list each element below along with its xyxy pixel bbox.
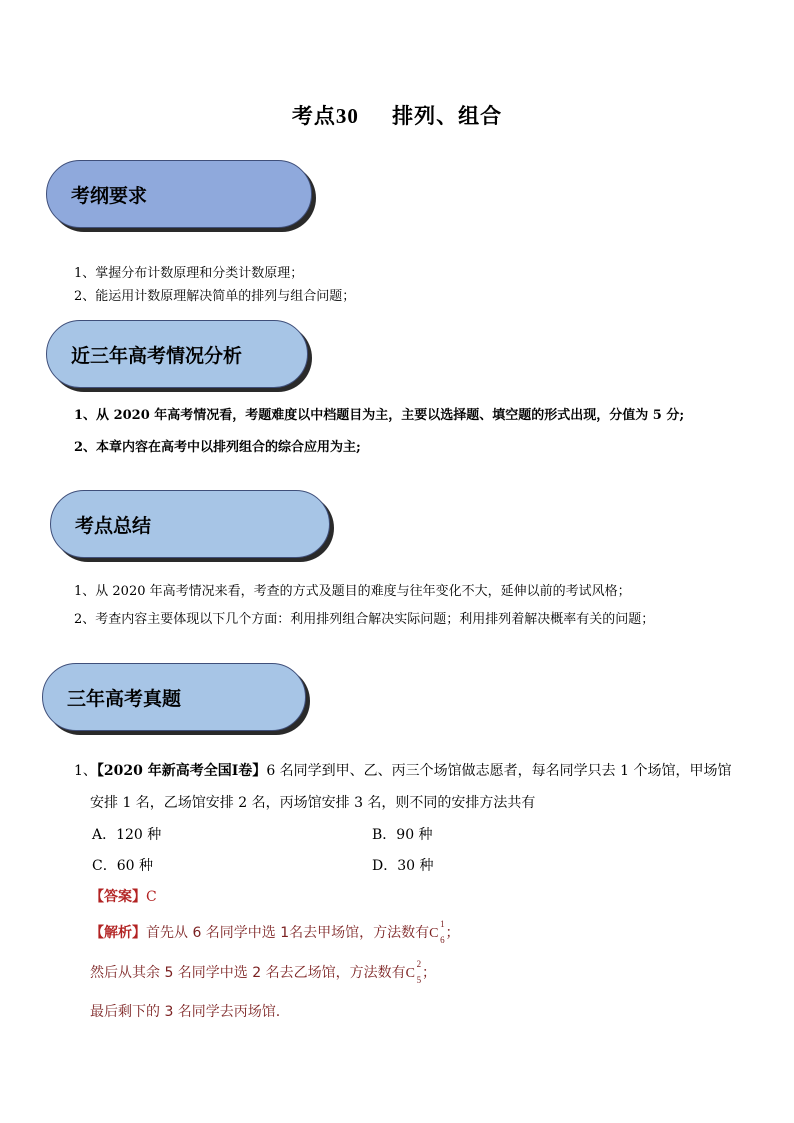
title-prefix: 考点 — [291, 103, 336, 128]
section-header-requirements — [46, 160, 312, 228]
title-topic: 排列、组合 — [392, 103, 503, 128]
summary-1: 1、从 2020 年高考情况来看，考查的方式及题目的难度与往年变化不大，延伸以前的考试风格； — [74, 584, 631, 599]
analysis-step-2 — [90, 959, 436, 985]
option-a: A．120 种 — [92, 827, 162, 843]
section-label: 近三年高考情况分析 — [71, 344, 243, 367]
question-stem-2: 安排 1 名，乙场馆安排 2 名，丙场馆安排 3 名，则不同的安排方法共有 — [90, 795, 536, 811]
section-header-analysis — [46, 320, 308, 388]
answer-value: C — [146, 889, 157, 905]
combination-c-6-1: C 1 6 — [429, 919, 445, 945]
option-b: B．90 种 — [372, 827, 433, 843]
title-number: 30 — [335, 104, 359, 128]
page-title — [0, 100, 794, 130]
analysis-tag: 【解析】 — [90, 925, 146, 941]
section-label: 三年高考真题 — [67, 687, 182, 710]
summary-2: 2、考查内容主要体现以下几个方面：利用排列组合解决实际问题；利用排列着解决概率有关的问题； — [74, 612, 655, 627]
step2-text: 然后从其余 5 名同学中选 2 名去乙场馆，方法数有 — [90, 965, 406, 981]
section-header-exam-questions — [42, 663, 306, 731]
answer-line — [90, 886, 157, 906]
analysis-step-3: 最后剩下的 3 名同学去丙场馆. — [90, 1004, 281, 1020]
section-header-summary — [50, 490, 330, 558]
answer-tag: 【答案】 — [90, 889, 146, 905]
analysis-step-1 — [90, 919, 460, 945]
option-d: D．30 种 — [372, 858, 434, 874]
question-stem-1: 6 名同学到甲、乙、丙三个场馆做志愿者，每名同学只去 1 个场馆，甲场馆 — [266, 763, 732, 779]
requirement-2: 2、能运用计数原理解决简单的排列与组合问题； — [74, 289, 356, 304]
question-source: 【2020 年新高考全国Ⅰ卷】 — [96, 763, 267, 779]
requirement-1: 1、掌握分布计数原理和分类计数原理； — [74, 266, 304, 281]
combination-c-5-2: C 2 5 — [405, 959, 422, 985]
section-label: 考纲要求 — [71, 184, 148, 207]
section-label: 考点总结 — [75, 514, 152, 537]
option-c: C．60 种 — [92, 858, 153, 874]
question-line-1 — [74, 760, 731, 780]
step1-end: ； — [445, 925, 460, 941]
analysis-1: 1、从 2020 年高考情况看，考题难度以中档题目为主，主要以选择题、填空题的形式出现，分值为 5 分; — [74, 408, 685, 423]
step2-end: ； — [421, 965, 436, 981]
analysis-2: 2、本章内容在高考中以排列组合的综合应用为主; — [74, 440, 361, 455]
step1-text: 首先从 6 名同学中选 1名去甲场馆，方法数有 — [146, 925, 430, 941]
question-number: 1、 — [74, 763, 97, 779]
